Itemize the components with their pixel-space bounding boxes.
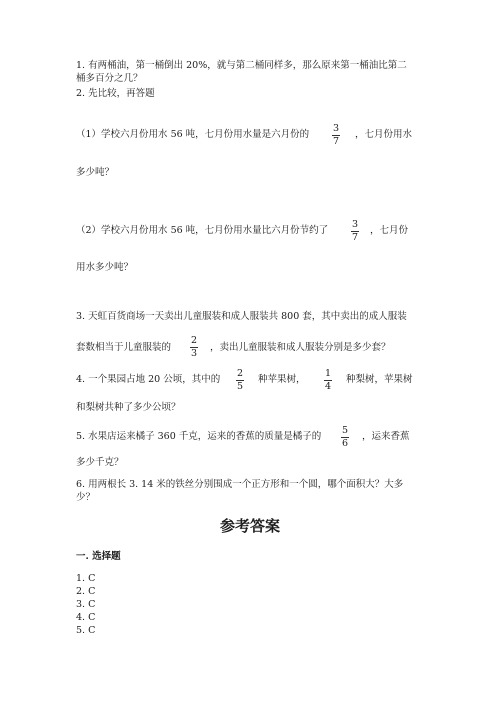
problem-2b-text-1: （2）学校六月份用水 56 吨，七月份用水量比六月份节约了 bbox=[76, 225, 329, 236]
problem-1-line-1: 1. 有两桶油，第一桶倒出 20%，就与第二桶同样多，那么原来第一桶油比第二 bbox=[76, 60, 407, 71]
problem-5-text-1: 5. 水果店运来橘子 360 千克，运来的香蕉的质量是橘子的 bbox=[76, 431, 322, 442]
problem-4-text-1: 4. 一个果园占地 20 公顷，其中的 bbox=[76, 374, 221, 385]
answer-item: 3. C bbox=[76, 599, 96, 610]
problem-2a-text-1: （1）学校六月份用水 56 吨，七月份用水量是六月份的 bbox=[76, 129, 310, 140]
problem-3-text-2: ，卖出儿童服装和成人服装分别是多少套？ bbox=[210, 342, 391, 353]
fraction-denominator: 5 bbox=[236, 381, 244, 392]
problem-4-fraction-1 bbox=[236, 369, 244, 392]
fraction-denominator: 7 bbox=[351, 232, 359, 243]
fraction-numerator: 2 bbox=[236, 368, 244, 379]
problem-5-text-2: ，运来香蕉 bbox=[362, 431, 410, 442]
answer-section-heading: 一. 选择题 bbox=[76, 551, 121, 562]
problem-3-fraction bbox=[190, 336, 198, 359]
problem-4-text-3: 种梨树，苹果树 bbox=[346, 374, 413, 385]
fraction-denominator: 6 bbox=[341, 438, 349, 449]
problem-4-fraction-2 bbox=[324, 369, 332, 392]
problem-4-line-2: 和梨树共种了多少公顷？ bbox=[76, 402, 181, 413]
answer-item: 1. C bbox=[76, 573, 96, 584]
problem-2a-line-2: 多少吨？ bbox=[76, 167, 115, 178]
problem-5-line-2: 多少千克？ bbox=[76, 457, 124, 468]
answer-item: 4. C bbox=[76, 612, 96, 623]
fraction-numerator: 1 bbox=[324, 368, 332, 379]
answer-item: 5. C bbox=[76, 625, 96, 636]
fraction-numerator: 2 bbox=[190, 335, 198, 346]
problem-6-line-1: 6. 用两根长 3. 14 米的铁丝分别围成一个正方形和一个圆，哪个面积大？大多 bbox=[76, 479, 404, 490]
answer-item: 2. C bbox=[76, 586, 96, 597]
problem-1-line-2: 桶多百分之几？ bbox=[76, 73, 143, 84]
fraction-numerator: 3 bbox=[332, 123, 340, 134]
fraction-denominator: 7 bbox=[332, 136, 340, 147]
problem-2a-fraction bbox=[332, 124, 340, 147]
fraction-denominator: 3 bbox=[190, 348, 198, 359]
problem-2b-text-2: ，七月份 bbox=[370, 225, 409, 236]
answer-title: 参考答案 bbox=[219, 517, 280, 535]
problem-2-heading: 2. 先比较，再答题 bbox=[76, 88, 155, 99]
problem-4-text-2: 种苹果树， bbox=[258, 374, 306, 385]
problem-5-fraction bbox=[341, 426, 349, 449]
fraction-numerator: 5 bbox=[341, 425, 349, 436]
fraction-denominator: 4 bbox=[324, 381, 332, 392]
problem-3-line-1: 3. 天虹百货商场一天卖出儿童服装和成人服装共 800 套，其中卖出的成人服装 bbox=[76, 311, 407, 322]
problem-2b-line-2: 用水多少吨？ bbox=[76, 262, 134, 273]
problem-3-text-1: 套数相当于儿童服装的 bbox=[76, 342, 172, 353]
fraction-numerator: 3 bbox=[351, 219, 359, 230]
problem-2b-fraction bbox=[351, 220, 359, 243]
problem-2a-text-2: ，七月份用水 bbox=[355, 129, 413, 140]
problem-6-line-2: 少？ bbox=[76, 492, 96, 503]
